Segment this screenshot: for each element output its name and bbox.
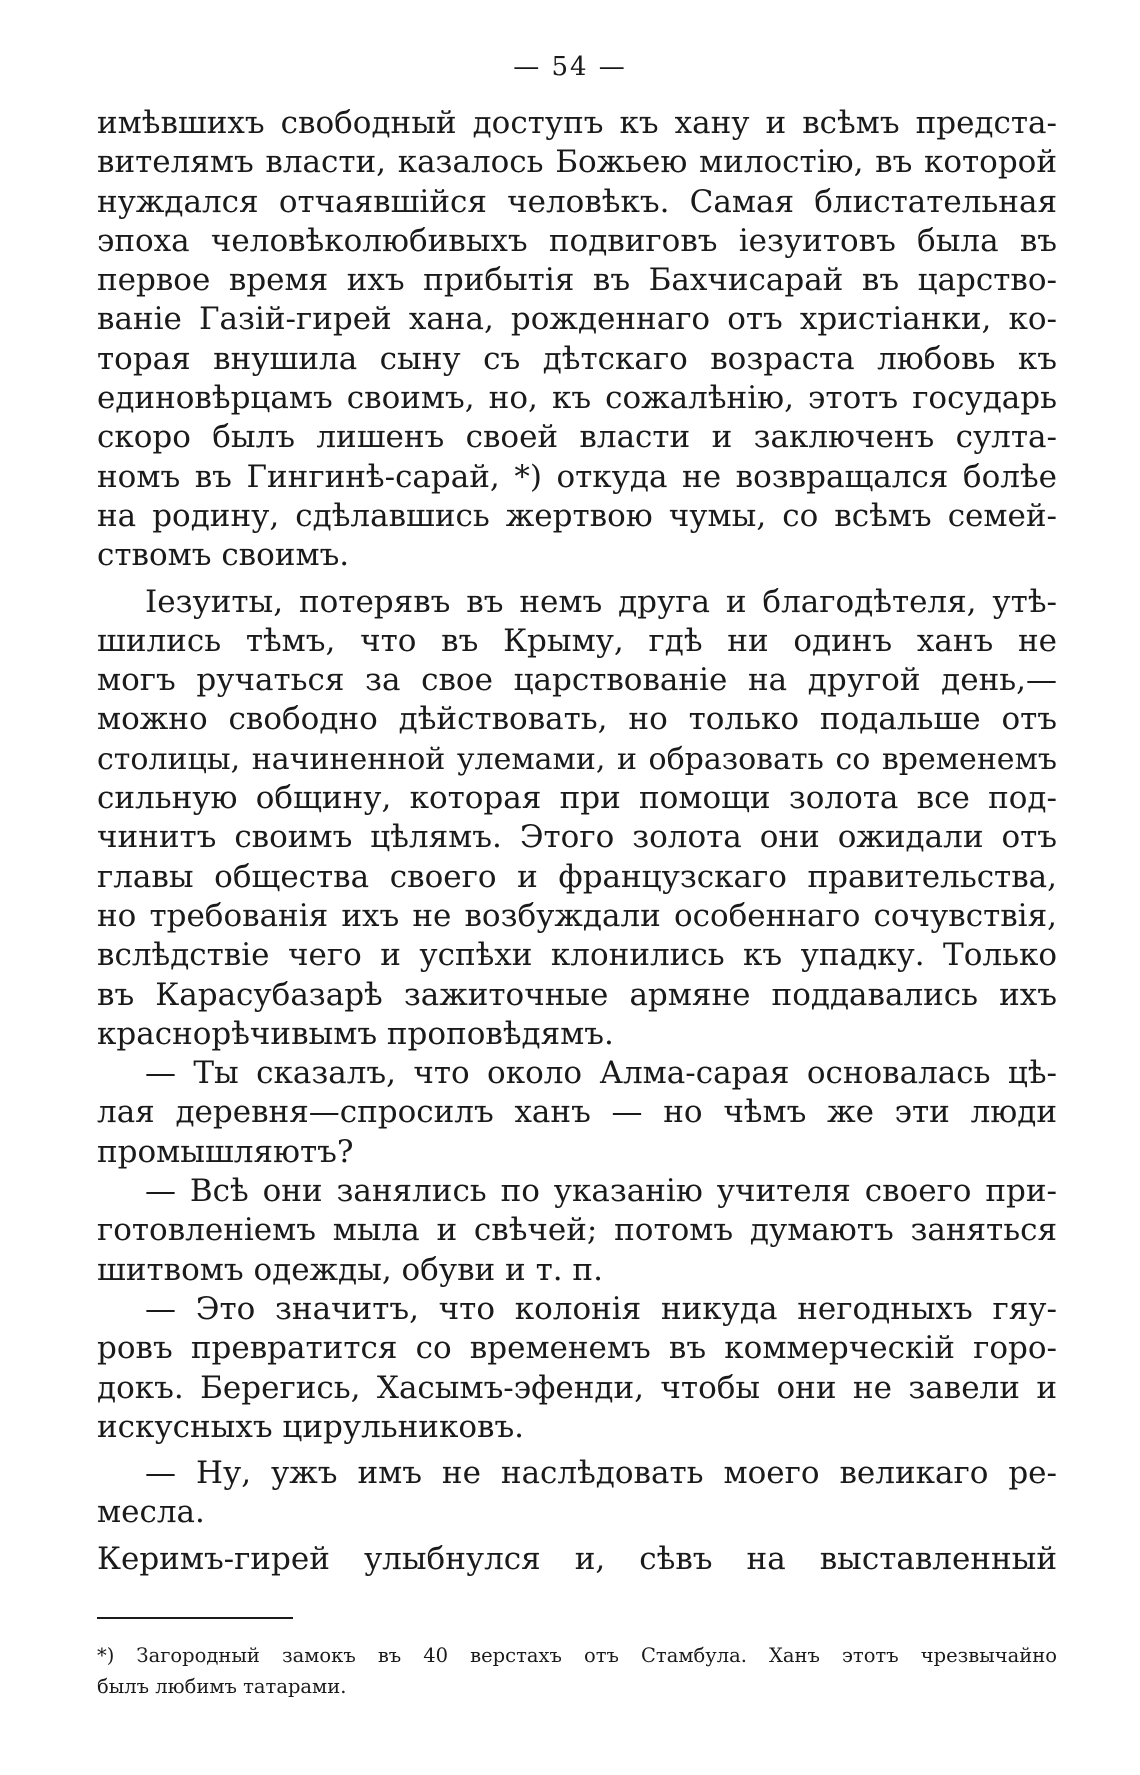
paragraph	[97, 1290, 1057, 1447]
body-text	[97, 104, 1057, 1579]
paragraph	[97, 1172, 1057, 1290]
text-line: ваніе Газій-гирей хана, рожденнаго отъ христіанки, ко-	[97, 301, 1057, 338]
text-line: главы общества своего и французскаго правительства,	[97, 858, 1057, 895]
text-line: шитвомъ одежды, обуви и т. п.	[97, 1251, 603, 1288]
paragraph	[97, 1540, 1057, 1579]
paragraph	[97, 583, 1057, 1055]
text-line: месла.	[97, 1494, 205, 1531]
text-line: шились тѣмъ, что въ Крыму, гдѣ ни одинъ ханъ не	[97, 622, 1057, 659]
text-line: готовленіемъ мыла и свѣчей; потомъ думаютъ заняться	[97, 1212, 1057, 1249]
footnote	[97, 1640, 1057, 1702]
text-line: первое время ихъ прибытія въ Бахчисарай въ царство-	[97, 262, 1057, 299]
text-line: — Ты сказалъ, что около Алма-сарая основалась цѣ-	[145, 1055, 1057, 1092]
page-number: — 54 —	[513, 52, 627, 82]
paragraph	[97, 1454, 1057, 1533]
text-line: номъ въ Гингинѣ-сарай, *) откуда не возвращался болѣе	[97, 458, 1057, 495]
paragraph	[97, 104, 1057, 576]
footnote-line: *) Загородный замокъ въ 40 верстахъ отъ Стамбула. Ханъ этотъ чрезвычайно	[97, 1644, 1057, 1667]
text-line: можно свободно дѣйствовать, но только подальше отъ	[97, 701, 1057, 738]
text-line: вителямъ власти, казалось Божьею милостію, въ которой	[97, 144, 1057, 181]
text-line: вслѣдствіе чего и успѣхи клонились къ упадку. Только	[97, 937, 1057, 974]
text-line: торая внушила сыну съ дѣтскаго возраста любовь къ	[97, 340, 1057, 377]
footnote-divider	[97, 1617, 293, 1619]
text-line: докъ. Берегись, Хасымъ-эфенди, чтобы они не завели и	[97, 1369, 1057, 1406]
text-line: ствомъ своимъ.	[97, 537, 350, 574]
text-line: сильную общину, которая при помощи золота все под-	[97, 780, 1057, 817]
text-line: единовѣрцамъ своимъ, но, къ сожалѣнію, этотъ государь	[97, 380, 1057, 417]
text-line: въ Карасубазарѣ зажиточные армяне поддавались ихъ	[97, 976, 1057, 1013]
text-line: искусныхъ цирульниковъ.	[97, 1408, 525, 1445]
text-line: — Это значитъ, что колонія никуда негодныхъ гяу-	[145, 1290, 1057, 1327]
text-line: Керимъ-гирей улыбнулся и, сѣвъ на выставленный	[97, 1540, 1057, 1577]
text-line: но требованія ихъ не возбуждали особеннаго сочувствія,	[97, 897, 1057, 934]
text-line: — Всѣ они занялись по указанію учителя своего при-	[145, 1173, 1057, 1210]
text-line: чинитъ своимъ цѣлямъ. Этого золота они ожидали отъ	[97, 819, 1057, 856]
text-line: промышляютъ?	[97, 1133, 354, 1170]
text-line: лая деревня—спросилъ ханъ — но чѣмъ же эти люди	[97, 1094, 1057, 1131]
text-line: Іезуиты, потерявъ въ немъ друга и благодѣтеля, утѣ-	[145, 583, 1057, 620]
text-line: имѣвшихъ свободный доступъ къ хану и всѣмъ предста-	[97, 105, 1057, 141]
text-line: скоро былъ лишенъ своей власти и заключенъ султа-	[97, 419, 1057, 456]
text-line: краснорѣчивымъ проповѣдямъ.	[97, 1015, 614, 1052]
text-line: эпоха человѣколюбивыхъ подвиговъ іезуитовъ была въ	[97, 222, 1057, 259]
paragraph	[97, 1054, 1057, 1172]
text-line: нуждался отчаявшійся человѣкъ. Самая блистательная	[97, 183, 1057, 220]
text-line: на родину, сдѣлавшись жертвою чумы, со всѣмъ семей-	[97, 497, 1057, 534]
text-line: ровъ превратится со временемъ въ коммерческій горо-	[97, 1330, 1057, 1367]
text-line: — Ну, ужъ имъ не наслѣдовать моего великаго ре-	[145, 1455, 1057, 1492]
text-line: могъ ручаться за свое царствованіе на другой день,—	[97, 662, 1057, 699]
footnote-line: былъ любимъ татарами.	[97, 1675, 347, 1698]
text-line: столицы, начиненной улемами, и образовать со временемъ	[97, 741, 1057, 777]
